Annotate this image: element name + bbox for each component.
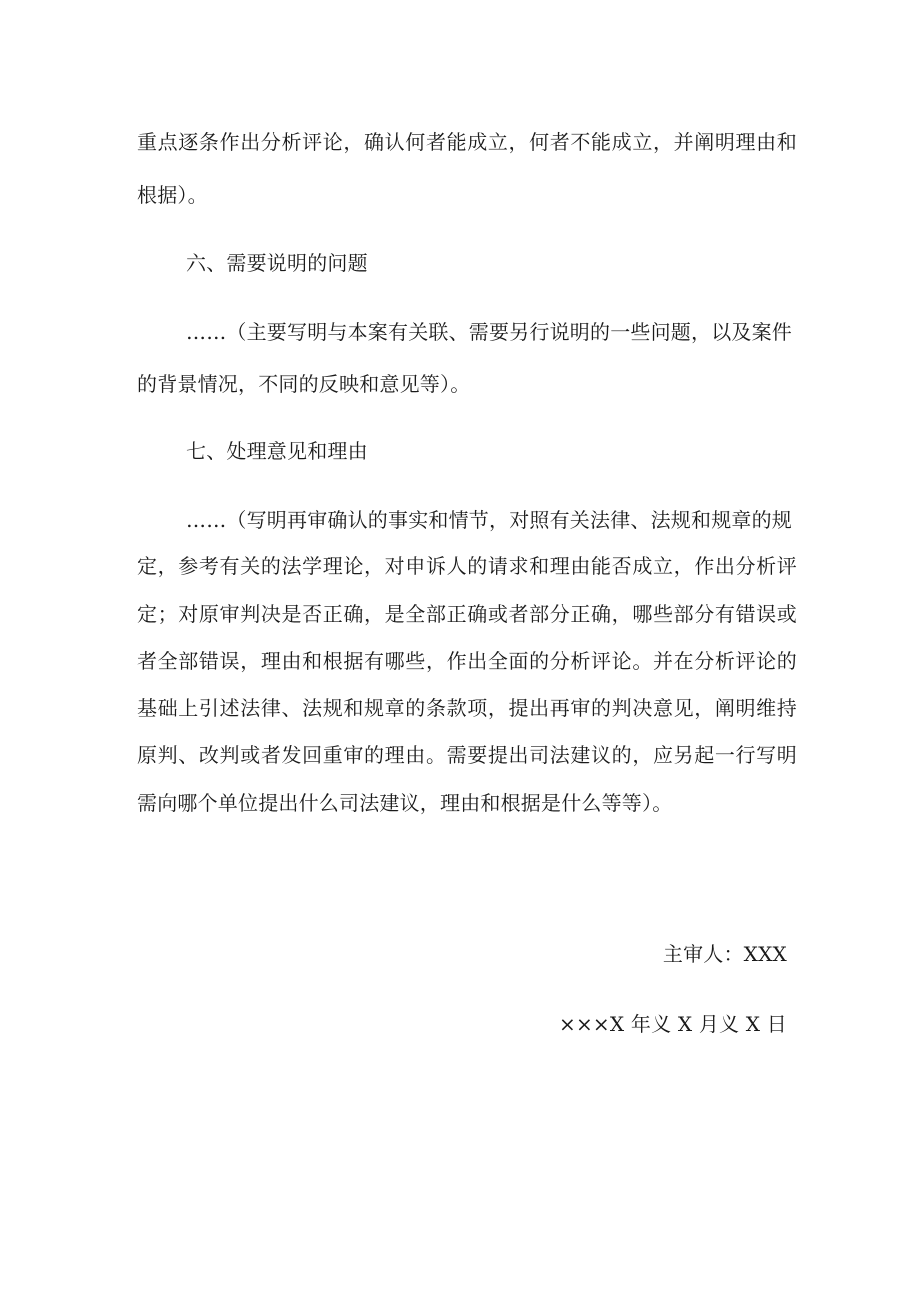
paragraph-line: ……（主要写明与本案有关联、需要另行说明的一些问题，以及案件 <box>186 320 792 344</box>
paragraph-line: 基础上引述法律、法规和规章的条款项，提出再审的判决意见，阐明维持 <box>137 696 797 720</box>
paragraph-line: 者全部错误，理由和根据有哪些，作出全面的分析评论。并在分析评论的 <box>137 649 797 673</box>
section-heading-6: 六、需要说明的问题 <box>186 251 368 275</box>
paragraph-line: 需向哪个单位提出什么司法建议，理由和根据是什么等等）。 <box>137 791 673 815</box>
paragraph-line: 根据）。 <box>137 183 208 207</box>
paragraph-line: 定，参考有关的法学理论，对申诉人的请求和理由能否成立，作出分析评 <box>137 554 797 578</box>
paragraph-line: 原判、改判或者发回重审的理由。需要提出司法建议的，应另起一行写明 <box>137 743 797 767</box>
signature-judge: 主审人：XXX <box>662 942 787 966</box>
paragraph-line: 重点逐条作出分析评论，确认何者能成立，何者不能成立，并阐明理由和 <box>137 130 797 154</box>
signature-date: ×××X 年义 X 月义 X 日 <box>559 1012 787 1036</box>
paragraph-line: ……（写明再审确认的事实和情节，对照有关法律、法规和规章的规 <box>186 508 792 532</box>
paragraph-line: 的背景情况，不同的反映和意见等）。 <box>137 372 471 396</box>
paragraph-line: 定；对原审判决是否正确，是全部正确或者部分正确，哪些部分有错误或 <box>137 602 797 626</box>
section-heading-7: 七、处理意见和理由 <box>186 439 368 463</box>
